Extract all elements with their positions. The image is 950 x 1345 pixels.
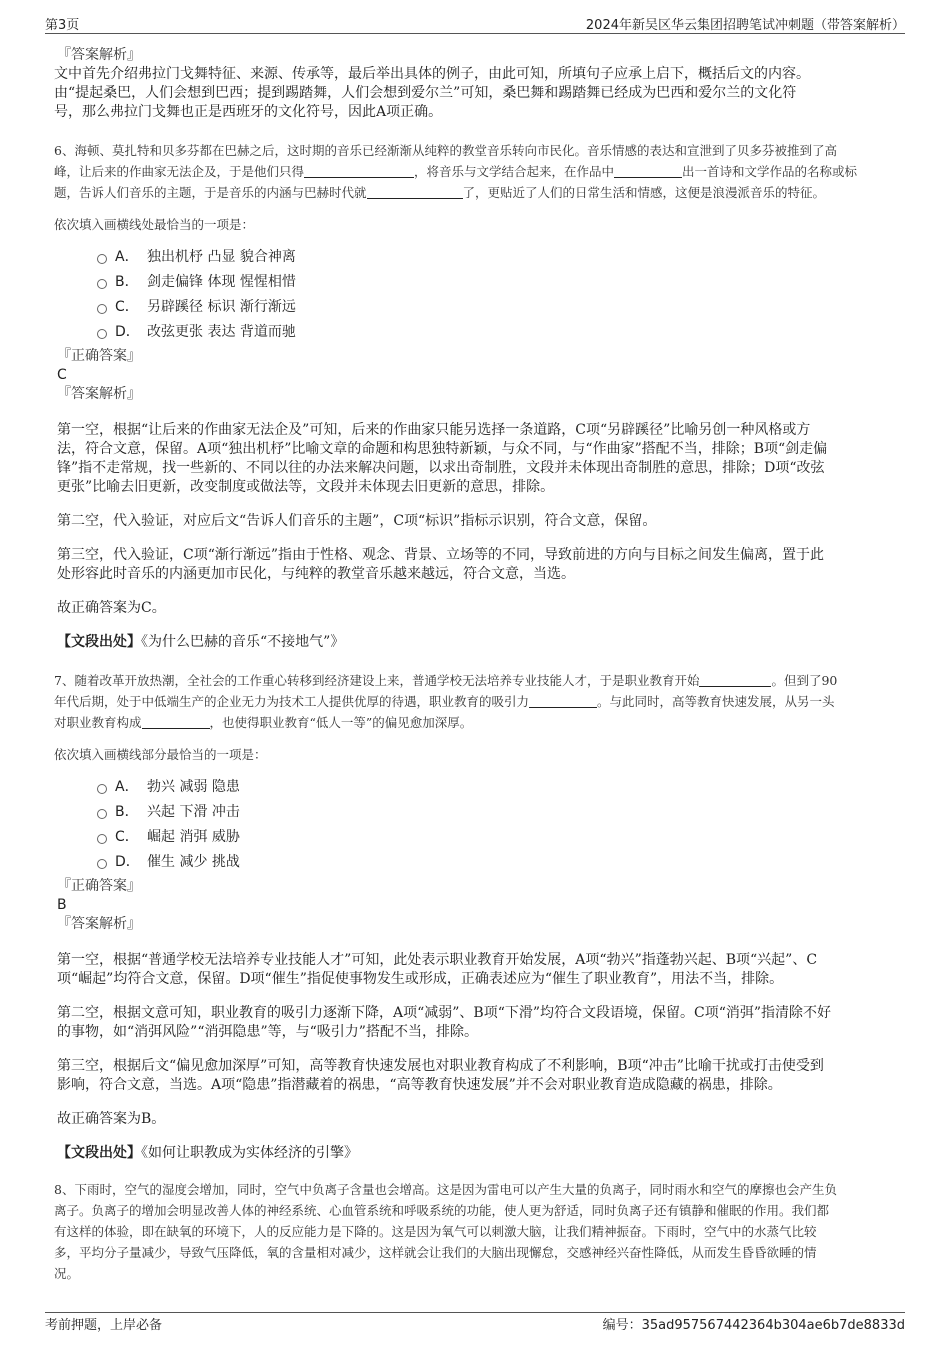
radio-button[interactable] — [97, 809, 107, 819]
q7-stem-text: 对职业教育构成 — [54, 715, 142, 730]
q7-option-c[interactable] — [97, 825, 897, 850]
q5-analysis-line: 由“提起桑巴，人们会想到巴西；提到踢踏舞，人们会想到爱尔兰”可知，桑巴舞和踢踏舞已经成为巴西和爱尔兰的文化符 — [54, 85, 797, 101]
blank-line — [699, 673, 771, 687]
option-text: 另辟蹊径 标识 渐行渐远 — [147, 299, 296, 315]
radio-button[interactable] — [97, 859, 107, 869]
option-text: 崛起 消弭 威胁 — [147, 829, 240, 845]
q7-correct-label: 『正确答案』 — [57, 878, 141, 894]
q8-stem-line: 8、下雨时，空气的湿度会增加，同时，空气中负离子含量也会增高。这是因为雷电可以产生大量的负离子，同时雨水和空气的摩擦也会产生负 — [54, 1182, 837, 1197]
option-text: 剑走偏锋 体现 惺惺相惜 — [147, 274, 296, 290]
q7-stem-line — [54, 712, 897, 733]
q6-stem-text: 了，更贴近了人们的日常生活和情感，这便是浪漫派音乐的特征。 — [462, 185, 826, 200]
analysis-line: 第二空，根据文意可知，职业教育的吸引力逐渐下降，A项“减弱”、B项“下滑”均符合文段语境，保留。C项“消弭”指清除不好 — [57, 1005, 832, 1021]
q7-options — [97, 775, 897, 875]
q6-option-b[interactable] — [97, 270, 897, 295]
option-letter: A． — [115, 779, 139, 795]
option-text: 独出机杼 凸显 貌合神离 — [147, 249, 296, 265]
q6-stem-line — [54, 182, 897, 203]
q8-stem-line: 离子。负离子的增加会明显改善人体的神经系统、心血管系统和呼吸系统的功能，使人更为舒适，同时负离子还有镇静和催眠的作用。我们都 — [54, 1203, 830, 1218]
analysis-line: 影响，符合文意，当选。A项“隐患”指潜藏着的祸患，“高等教育快速发展”并不会对职业教育造成隐藏的祸患，排除。 — [57, 1077, 782, 1093]
q7-analysis-label: 『答案解析』 — [57, 916, 141, 932]
analysis-line: 第一空，根据“普通学校无法培养专业技能人才”可知，此处表示职业教育开始发展，A项“勃兴”指蓬勃兴起、B项“兴起”、C — [57, 952, 818, 968]
option-letter: D． — [115, 324, 140, 340]
radio-button[interactable] — [97, 329, 107, 339]
q6-option-a[interactable] — [97, 245, 897, 270]
radio-button[interactable] — [97, 784, 107, 794]
q7-stem-text: 7、随着改革开放热潮，全社会的工作重心转移到经济建设上来，普通学校无法培养专业技能人才，于是职业教育开始 — [54, 673, 700, 688]
source-tag: 【文段出处】 — [57, 634, 141, 650]
q6-stem-text: 题，告诉人们音乐的主题，于是音乐的内涵与巴赫时代就 — [54, 185, 367, 200]
q7-analysis-p4 — [57, 1110, 897, 1129]
q6-stem-line: 6、海顿、莫扎特和贝多芬都在巴赫之后，这时期的音乐已经渐渐从纯粹的教堂音乐转向市民化。音乐情感的表达和宣泄到了贝多芬被推到了高 — [54, 143, 837, 158]
analysis-line: 第三空，代入验证，C项“渐行渐远”指由于性格、观念、背景、立场等的不同，导致前进的方向与目标之间发生偏离，置于此 — [57, 547, 825, 563]
q6-option-c[interactable] — [97, 295, 897, 320]
q7-option-b[interactable] — [97, 800, 897, 825]
q6-analysis-p3 — [57, 546, 897, 584]
q6-analysis-p1 — [57, 421, 897, 497]
blank-line — [142, 715, 210, 729]
q6-stem-line — [54, 161, 897, 182]
q7-option-d[interactable] — [97, 850, 897, 875]
q5-analysis — [54, 65, 897, 122]
q7-stem-text: 。与此同时，高等教育快速发展，从另一头 — [597, 694, 835, 709]
analysis-line: 第二空，代入验证，对应后文“告诉人们音乐的主题”，C项“标识”指标示识别，符合文意，保留。 — [57, 513, 657, 529]
q7-analysis-p1 — [57, 951, 897, 989]
q6-answer: C — [57, 367, 67, 383]
q7-stem-text: ，也使得职业教育“低人一等”的偏见愈加深厚。 — [209, 715, 473, 730]
analysis-line: 更张”比喻去旧更新，改变制度或做法等，文段并未体现去旧更新的意思，排除。 — [57, 479, 555, 495]
q8-stem — [54, 1179, 897, 1284]
source-title: 《如何让职教成为实体经济的引擎》 — [141, 1145, 358, 1161]
q7-analysis-p3 — [57, 1057, 897, 1095]
radio-button[interactable] — [97, 254, 107, 264]
option-text: 改弦更张 表达 背道而驰 — [147, 324, 296, 340]
blank-line — [614, 164, 682, 178]
analysis-line: 处形容此时音乐的内涵更加市民化，与纯粹的教堂音乐越来越远，符合文意，当选。 — [57, 566, 575, 582]
option-text: 勃兴 减弱 隐患 — [147, 779, 240, 795]
q6-stem — [54, 140, 897, 203]
q8-stem-line: 况。 — [54, 1266, 80, 1281]
q7-stem-text: 。但到了90 — [771, 673, 838, 688]
q8-stem-line: 有这样的体验，即在缺氧的环境下，人的反应能力是下降的。这是因为氧气可以刺激大脑，让我们精神振奋。下雨时，空气中的水蒸气比较 — [54, 1224, 817, 1239]
q6-correct-label: 『正确答案』 — [57, 348, 141, 364]
blank-line — [367, 185, 463, 199]
q7-analysis-p2 — [57, 1004, 897, 1042]
blank-line — [529, 694, 597, 708]
radio-button[interactable] — [97, 834, 107, 844]
analysis-line: 故正确答案为C。 — [57, 600, 166, 616]
q6-stem-text: ，将音乐与文学结合起来，在作品中 — [414, 164, 615, 179]
analysis-line: 法，符合文意，保留。A项“独出机杼”比喻文章的命题和构思独特新颖，与众不同，与“作曲家”搭配不当，排除；B项“剑走偏 — [57, 441, 828, 457]
q6-analysis-label: 『答案解析』 — [57, 386, 141, 402]
q6-analysis-p2 — [57, 512, 897, 531]
q5-analysis-label: 『答案解析』 — [57, 47, 141, 63]
analysis-line: 第三空，根据后文“偏见愈加深厚”可知，高等教育快速发展也对职业教育构成了不利影响，B项“冲击”比喻干扰或打击使受到 — [57, 1058, 824, 1074]
q7-answer: B — [57, 897, 67, 913]
main-content — [54, 46, 897, 1284]
radio-button[interactable] — [97, 279, 107, 289]
q6-options — [97, 245, 897, 345]
option-letter: C． — [115, 299, 139, 315]
q8-stem-line: 多，平均分子量减少，导致气压降低，氧的含量相对减少，这样就会让我们的大脑出现懈怠，交感神经兴奋性降低，从而发生昏昏欲睡的情 — [54, 1245, 817, 1260]
option-letter: B． — [115, 804, 139, 820]
analysis-line: 项“崛起”均符合文意，保留。D项“催生”指促使事物发生或形成，正确表述应为“催生了职业教育”，用法不当，排除。 — [57, 971, 784, 987]
option-letter: B． — [115, 274, 139, 290]
q6-prompt: 依次填入画横线处最恰当的一项是： — [54, 217, 255, 232]
analysis-line: 锋”指不走常规，找一些新的、不同以往的办法来解决问题，以求出奇制胜，文段并未体现出奇制胜的意思，排除；D项“改弦 — [57, 460, 825, 476]
option-letter: A． — [115, 249, 139, 265]
source-title: 《为什么巴赫的音乐“不接地气”》 — [141, 634, 345, 650]
q7-stem-text: 年代后期，处于中低端生产的企业无力为技术工人提供优厚的待遇，职业教育的吸引力 — [54, 694, 530, 709]
q7-stem-line — [54, 691, 897, 712]
q6-option-d[interactable] — [97, 320, 897, 345]
source-tag: 【文段出处】 — [57, 1145, 141, 1161]
footer-code — [603, 1314, 905, 1333]
q7-option-a[interactable] — [97, 775, 897, 800]
q7-source — [57, 1144, 897, 1163]
q5-analysis-line: 文中首先介绍弗拉门戈舞特征、来源、传承等，最后举出具体的例子，由此可知，所填句子应承上启下，概括后文的内容。 — [54, 66, 810, 82]
analysis-line: 故正确答案为B。 — [57, 1111, 166, 1127]
q7-stem-line — [54, 670, 897, 691]
q6-source — [57, 633, 897, 652]
page-number: 第3页 — [45, 18, 80, 33]
option-letter: C． — [115, 829, 139, 845]
page-header — [45, 12, 905, 34]
option-text: 催生 减少 挑战 — [147, 854, 240, 870]
page-footer — [45, 1312, 905, 1332]
radio-button[interactable] — [97, 304, 107, 314]
document-title: 2024年新吴区华云集团招聘笔试冲刺题（带答案解析） — [585, 18, 905, 33]
footer-slogan: 考前押题，上岸必备 — [45, 1318, 163, 1333]
q5-analysis-line: 号，那么弗拉门戈舞也正是西班牙的文化符号，因此A项正确。 — [54, 104, 443, 120]
code-value: 35ad957567442364b304ae6b7de8833d — [641, 1318, 905, 1333]
q6-stem-text: 峰，让后来的作曲家无法企及，于是他们只得 — [54, 164, 305, 179]
code-label: 编号： — [602, 1318, 642, 1333]
blank-line — [304, 164, 414, 178]
q7-prompt: 依次填入画横线部分最恰当的一项是： — [54, 747, 267, 762]
q7-stem — [54, 670, 897, 733]
option-letter: D． — [115, 854, 140, 870]
q6-stem-text: 出一首诗和文学作品的名称或标 — [682, 164, 858, 179]
q6-analysis-p4 — [57, 599, 897, 618]
analysis-line: 的事物，如“消弭风险”“消弭隐患”等，与“吸引力”搭配不当，排除。 — [57, 1024, 478, 1040]
option-text: 兴起 下滑 冲击 — [147, 804, 240, 820]
analysis-line: 第一空，根据“让后来的作曲家无法企及”可知，后来的作曲家只能另选择一条道路，C项“另辟蹊径”比喻另创一种风格或方 — [57, 422, 811, 438]
